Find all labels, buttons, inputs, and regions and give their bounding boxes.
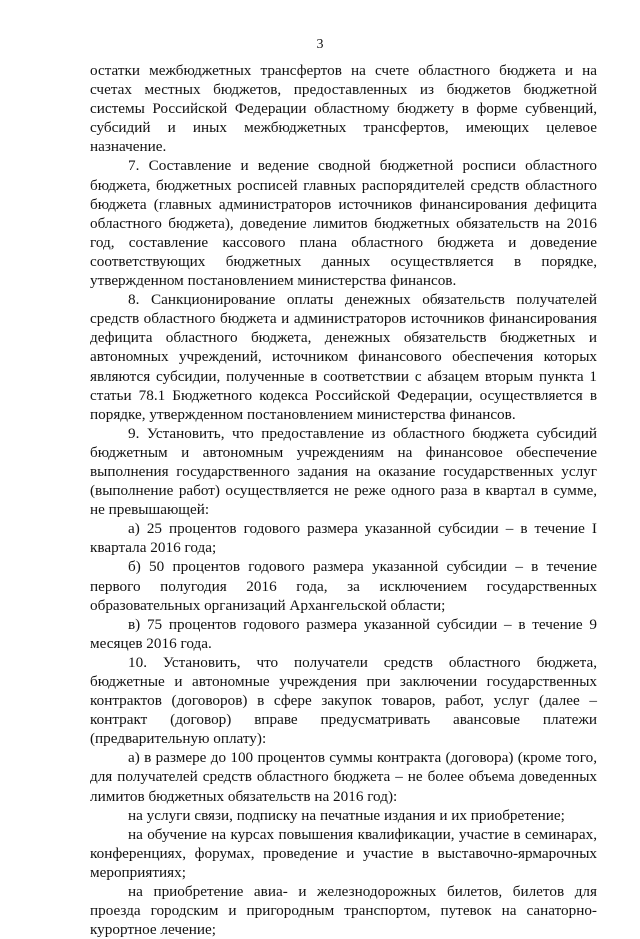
paragraph-item-7: 7. Составление и ведение сводной бюджетной росписи областного бюджета, бюджетных росписей главных распорядителей средств областного бюджета (главных администраторов источников финансирования дефицита областного бюджета), доведение лимитов бюджетных обязательств на 2016 год, составление кассового плана областного бюджета и доведение соответствующих бюджетных данных осуществляется в порядке, утвержденном постановлением министерства финансов.: [90, 157, 597, 290]
paragraph-item-10a-communications: на услуги связи, подписку на печатные издания и их приобретение;: [128, 806, 565, 824]
paragraph-continuation: остатки межбюджетных трансфертов на счете областного бюджета и на счетах местных бюджетов, предоставленных из бюджетов бюджетной системы Российской Федерации областному бюджету в форме субвенций, субсидий и иных межбюджетных трансфертов, имеющих целевое назначение.: [90, 62, 597, 156]
paragraph-item-8: 8. Санкционирование оплаты денежных обязательств получателей средств областного бюджета и администраторов источников финансирования дефицита областного бюджета, денежных обязательств бюджетных и автономных учреждений, источником финансового обеспечения которых являются субсидии, полученные в соответствии с абзацем вторым пункта 1 статьи 78.1 Бюджетного кодекса Российской Федерации, осуществляется в порядке, утвержденном постановлением министерства финансов.: [90, 291, 597, 423]
document-body: [90, 61, 597, 939]
paragraph-item-9: 9. Установить, что предоставление из областного бюджета субсидий бюджетным и автономным учреждениям на финансовое обеспечение выполнения государственного задания на оказание государственных услуг (выполнение работ) осуществляется не реже одного раза в квартал в сумме, не превышающей:: [90, 424, 597, 519]
paragraph-item-9a: а) 25 процентов годового размера указанной субсидии – в течение I квартала 2016 года;: [90, 520, 597, 557]
paragraph-item-9c: в) 75 процентов годового размера указанной субсидии – в течение 9 месяцев 2016 года.: [90, 615, 597, 652]
paragraph-item-10a-training: на обучение на курсах повышения квалификации, участие в семинарах, конференциях, форумах, проведение и участие в выставочно-ярмарочных мероприятиях;: [90, 825, 597, 881]
paragraph-item-10: 10. Установить, что получатели средств областного бюджета, бюджетные и автономные учреждения при заключении государственных контрактов (договоров) в сфере закупок товаров, работ, услуг (далее – контракт (договор) вправе предусматривать авансовые платежи (предварительную оплату):: [90, 653, 597, 748]
page-number: 3: [316, 37, 324, 52]
paragraph-item-10a-tickets: на приобретение авиа- и железнодорожных билетов, билетов для проезда городским и пригородным транспортом, путевок на санаторно-курортное лечение;: [90, 883, 597, 939]
paragraph-item-10a: а) в размере до 100 процентов суммы контракта (договора) (кроме того, для получателей средств областного бюджета – не более объема доведенных лимитов бюджетных обязательств на 2016 год):: [90, 749, 597, 805]
paragraph-item-9b: б) 50 процентов годового размера указанной субсидии – в течение первого полугодия 2016 года, за исключением государственных образовательных организаций Архангельской области;: [90, 558, 597, 614]
